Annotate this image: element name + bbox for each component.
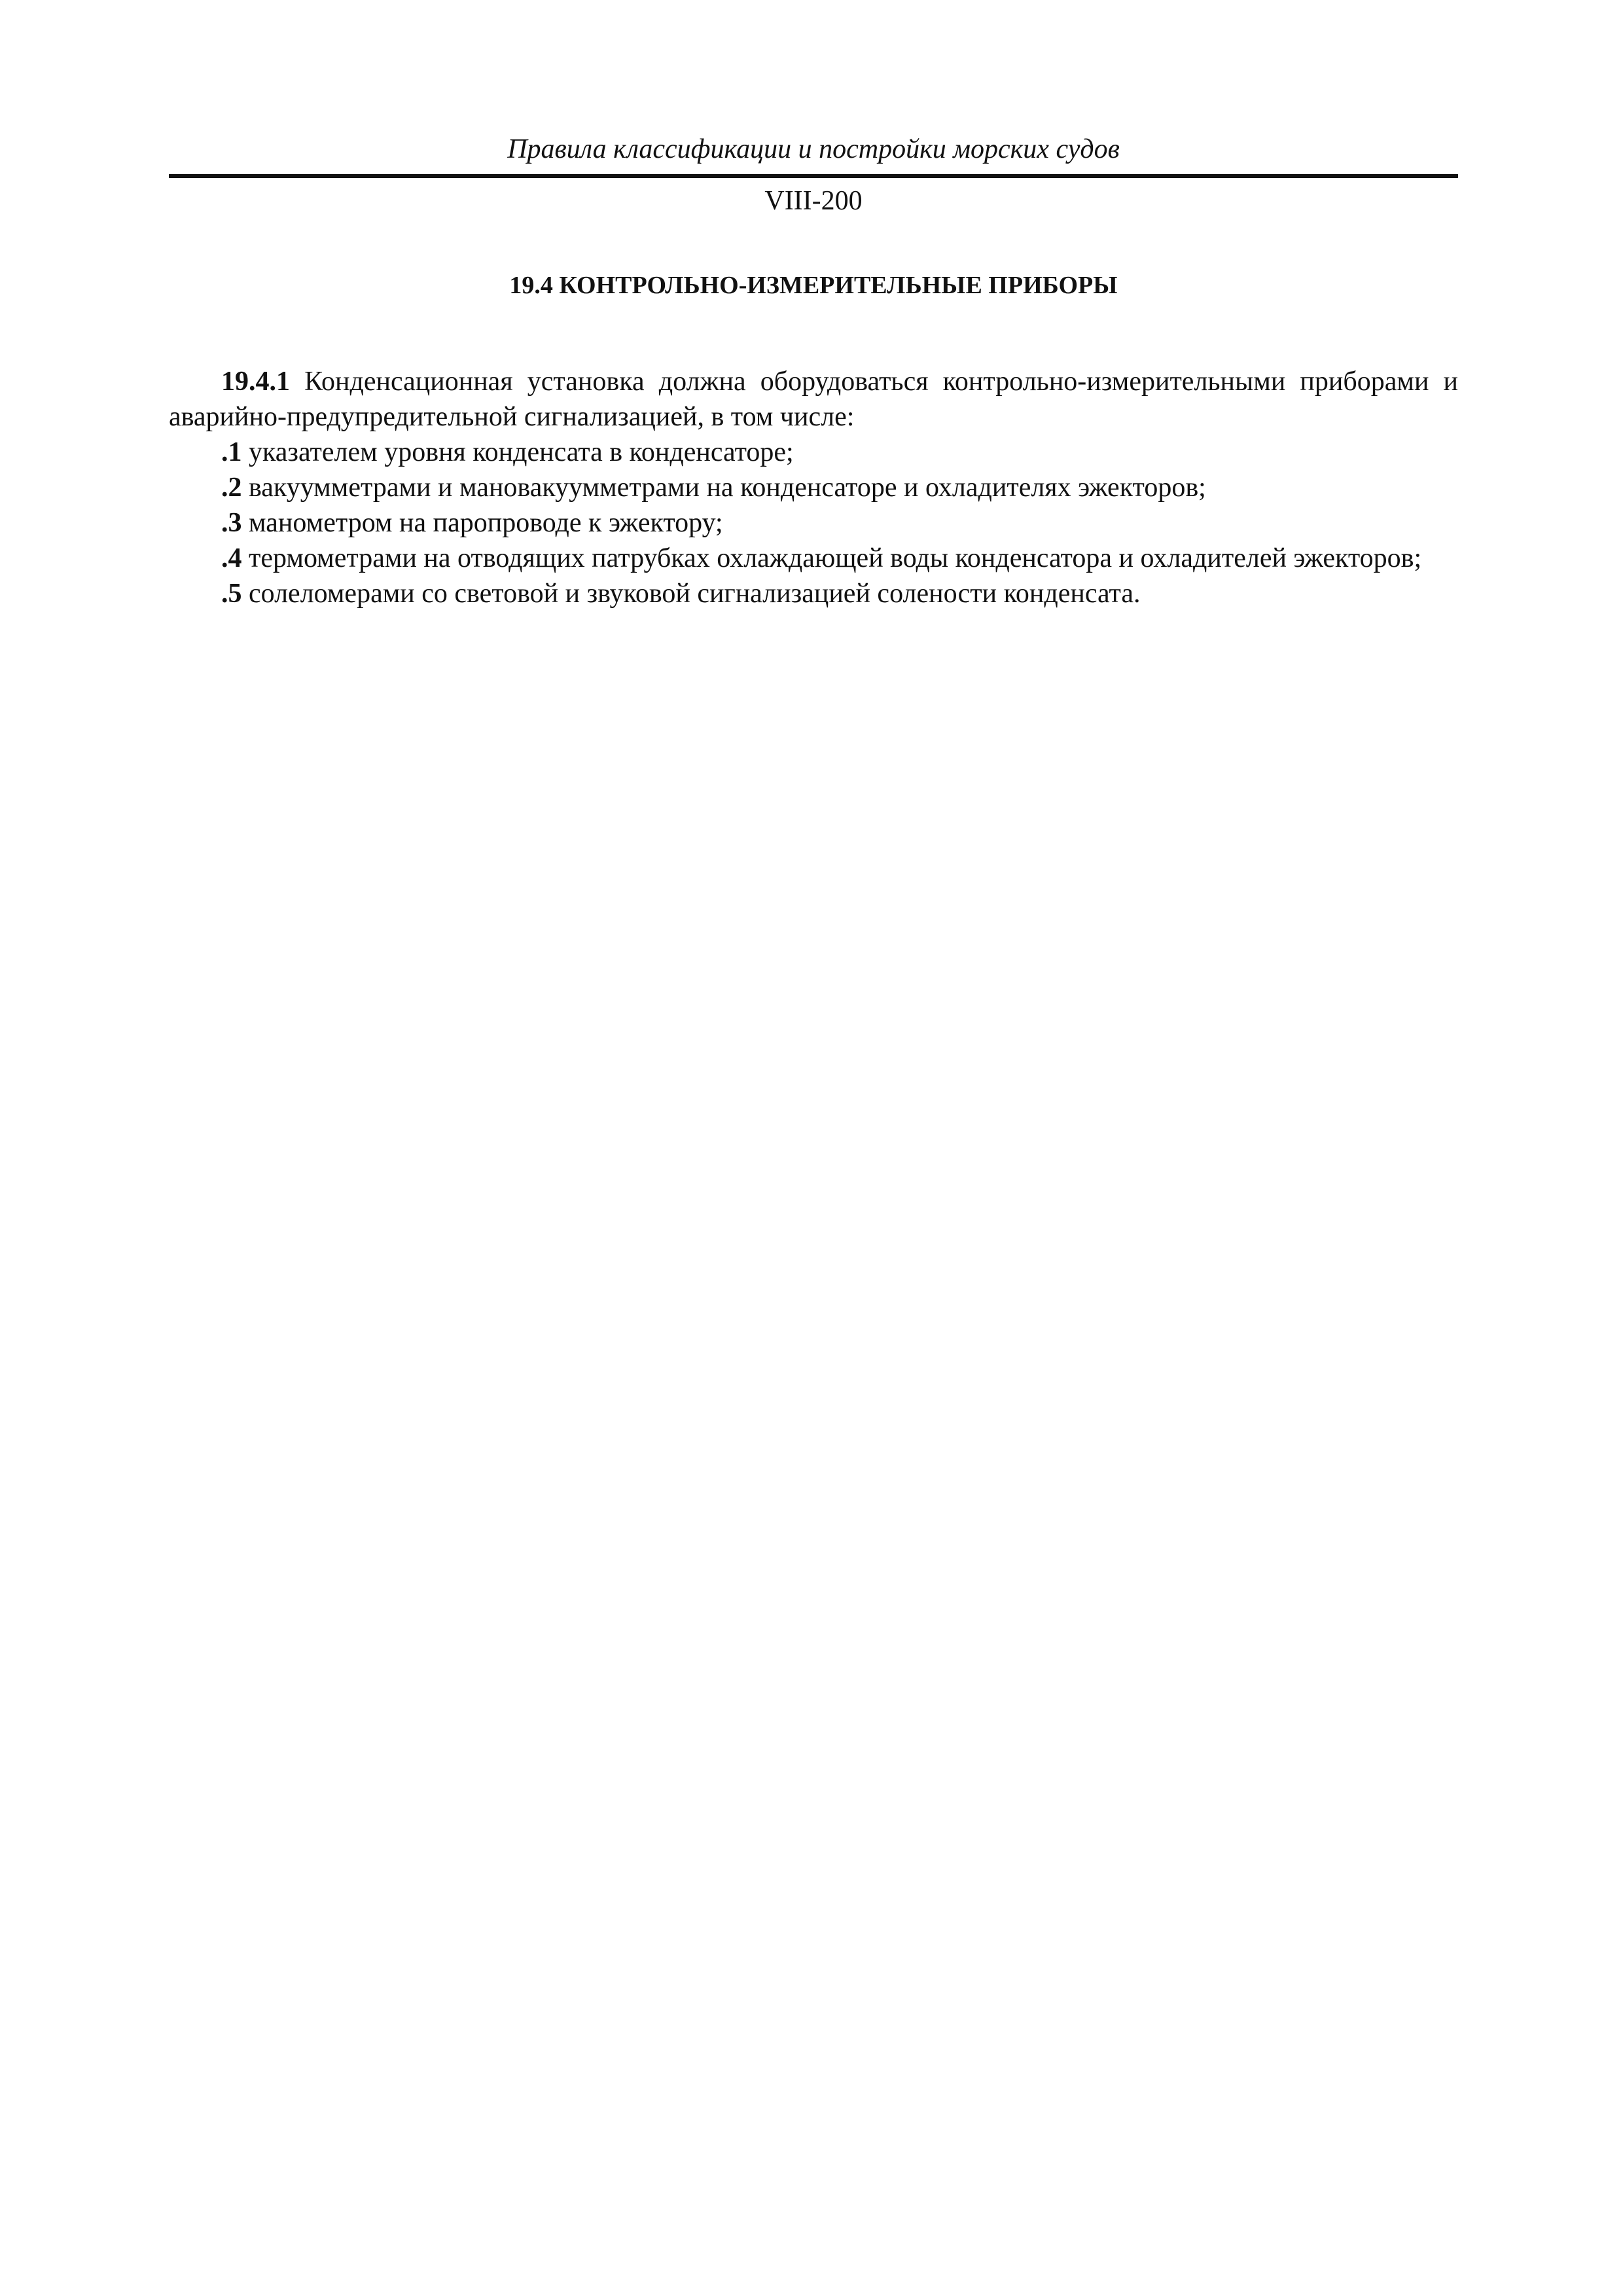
clause-text: Конденсационная установка должна оборудоваться контрольно-измерительными приборами и аварийно-предупредительной сигнализацией, в том числе:	[169, 367, 1458, 432]
list-item	[169, 576, 1458, 611]
section-title: 19.4 КОНТРОЛЬНО-ИЗМЕРИТЕЛЬНЫЕ ПРИБОРЫ	[509, 272, 1118, 299]
list-item-text: указателем уровня конденсата в конденсаторе;	[241, 437, 794, 467]
list-item-text: вакуумметрами и мановакуумметрами на конденсаторе и охладителях эжекторов;	[241, 473, 1206, 503]
list-item-text: солеломерами со световой и звуковой сигнализацией солености конденсата.	[241, 579, 1141, 609]
list-item	[169, 470, 1458, 505]
list-item	[169, 541, 1458, 576]
list-item-text: манометром на паропроводе к эжектору;	[241, 508, 723, 538]
list-item-text: термометрами на отводящих патрубках охлаждающей воды конденсатора и охладителей эжекторов;	[241, 543, 1422, 573]
list-item-number: .1	[221, 437, 242, 467]
header-rule	[169, 174, 1458, 178]
section-body	[169, 364, 1458, 611]
list-item	[169, 505, 1458, 541]
list-item-number: .2	[221, 473, 242, 503]
list-item-number: .3	[221, 508, 242, 538]
list-item-number: .4	[221, 543, 242, 573]
clause-19-4-1	[169, 364, 1458, 435]
clause-number: 19.4.1	[221, 367, 290, 397]
running-header-title: Правила классификации и постройки морских судов	[507, 134, 1120, 164]
list-item	[169, 435, 1458, 470]
list-item-number: .5	[221, 579, 242, 609]
page-number: VIII-200	[764, 186, 863, 216]
